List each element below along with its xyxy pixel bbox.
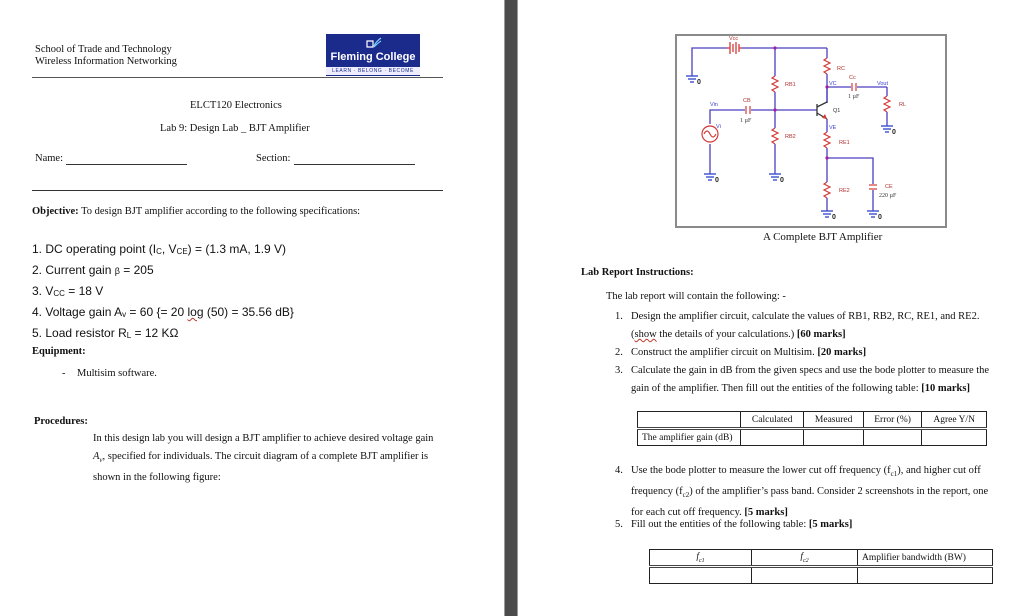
bjt-amplifier-schematic xyxy=(677,36,945,226)
error-cell[interactable] xyxy=(863,429,921,446)
section-label: Section: xyxy=(256,153,291,164)
document-page-left xyxy=(0,0,504,616)
report-item-2: 2. Construct the amplifier circuit on Multisim. [20 marks] xyxy=(615,347,867,358)
procedures-label: Procedures: xyxy=(34,416,88,427)
table-row xyxy=(650,567,993,584)
objective-text: To design BJT amplifier according to the following specifications: xyxy=(81,206,361,217)
svg-text:Vi: Vi xyxy=(716,124,721,130)
section-field[interactable] xyxy=(294,164,415,165)
svg-text:220 µF: 220 µF xyxy=(879,193,897,199)
fc2-cell[interactable] xyxy=(752,567,858,584)
svg-text:RB1: RB1 xyxy=(785,82,796,88)
report-item-5: 5. Fill out the entities of the following table: [5 marks] xyxy=(615,519,853,530)
svg-text:RL: RL xyxy=(899,102,907,108)
logo-tagline: LEARN · BELONG · BECOME xyxy=(326,67,420,75)
equipment-label: Equipment: xyxy=(32,346,86,357)
equipment-item: - Multisim software. xyxy=(62,368,157,379)
svg-text:VC: VC xyxy=(829,81,837,87)
measured-cell[interactable] xyxy=(804,429,863,446)
svg-text:RE1: RE1 xyxy=(839,140,850,146)
calculated-cell[interactable] xyxy=(741,429,804,446)
header-rule xyxy=(32,77,443,78)
agree-cell[interactable] xyxy=(922,429,987,446)
svg-text:0: 0 xyxy=(892,129,896,136)
svg-text:Q1: Q1 xyxy=(833,108,841,114)
svg-text:RC: RC xyxy=(837,66,845,72)
svg-text:0: 0 xyxy=(697,79,701,86)
circuit-diagram-frame xyxy=(675,34,947,228)
svg-text:1 µF: 1 µF xyxy=(848,94,860,100)
bandwidth-table: $f_{c1}$ $f_{c2}$ Amplifier bandwidth (BW) xyxy=(649,549,993,584)
svg-text:Vout: Vout xyxy=(877,81,889,87)
spec-item-3: 3. $V_{CC} = 18$ V xyxy=(32,284,104,298)
name-label: Name: xyxy=(35,153,63,164)
svg-text:0: 0 xyxy=(780,177,784,184)
page-divider xyxy=(504,0,518,616)
svg-text:Cc: Cc xyxy=(849,75,856,81)
bandwidth-cell[interactable] xyxy=(858,567,993,584)
spec-item-5: 5. Load resistor $R_L = 12$ KΩ xyxy=(32,326,179,340)
svg-text:Vin: Vin xyxy=(710,102,718,108)
svg-text:1 µF: 1 µF xyxy=(740,118,752,124)
svg-text:0: 0 xyxy=(832,214,836,221)
gain-table: Calculated Measured Error (%) Agree Y/N The amplifier gain (dB) xyxy=(637,411,987,446)
svg-text:RE2: RE2 xyxy=(839,188,850,194)
svg-text:0: 0 xyxy=(878,214,882,221)
lab-title: Lab 9: Design Lab _ BJT Amplifier xyxy=(160,123,310,134)
spec-item-1: 1. DC operating point ($I_C$, $V_{CE}) = (1.3$ mA, 1.9 V) xyxy=(32,242,287,256)
name-field[interactable] xyxy=(66,164,187,165)
svg-text:0: 0 xyxy=(715,177,719,184)
course-title: ELCT120 Electronics xyxy=(190,100,282,111)
program-name: Wireless Information Networking xyxy=(35,56,177,67)
report-item-3: 3. Calculate the gain in dB from the given specs and use the bode plotter to measure the gain of the amplifier. Then fill out the entities of the following table: [10 marks] xyxy=(615,365,990,394)
report-item-1: 1. Design the amplifier circuit, calculate the values of RB1, RB2, RC, RE1, and RE2. (show the details of your calculations.) [60 marks] xyxy=(615,311,980,340)
spec-item-2: 2. Current gain β = 205 xyxy=(32,263,154,277)
svg-text:Vcc: Vcc xyxy=(729,36,739,42)
school-name: School of Trade and Technology xyxy=(35,44,172,55)
logo-name: Fleming College xyxy=(330,51,416,63)
fc1-cell[interactable] xyxy=(650,567,752,584)
divider-rule xyxy=(32,190,443,191)
fleming-college-logo xyxy=(326,34,420,76)
svg-text:VE: VE xyxy=(829,125,837,131)
figure-caption: A Complete BJT Amplifier xyxy=(763,231,883,243)
procedures-text: In this design lab you will design a BJT amplifier to achieve desired voltage gain $A_v$, specified for individuals. The circuit diagram of a complete BJT amplifier is shown in the following figure: xyxy=(93,433,434,484)
svg-text:CE: CE xyxy=(885,184,893,190)
objective xyxy=(32,206,360,217)
svg-text:CB: CB xyxy=(743,98,751,104)
spec-item-4: 4. Voltage gain $A_v = 60$ {= 20 log (50) = 35.56 dB} xyxy=(32,305,294,319)
table-row: The amplifier gain (dB) xyxy=(638,429,987,446)
svg-text:RB2: RB2 xyxy=(785,134,796,140)
objective-label: Objective: xyxy=(32,206,79,217)
lab-report-title: Lab Report Instructions: xyxy=(581,267,694,278)
logo-book-icon xyxy=(366,37,382,49)
lab-report-intro: The lab report will contain the following: - xyxy=(606,291,786,302)
report-item-4: 4. Use the bode plotter to measure the lower cut off frequency $(f_{c1})$, and higher cut off frequency $(f_{c2})$ of the amplifier’s pass band. Consider 2 screenshots in the report, one for each cut off frequency. [5 marks] xyxy=(615,465,989,519)
